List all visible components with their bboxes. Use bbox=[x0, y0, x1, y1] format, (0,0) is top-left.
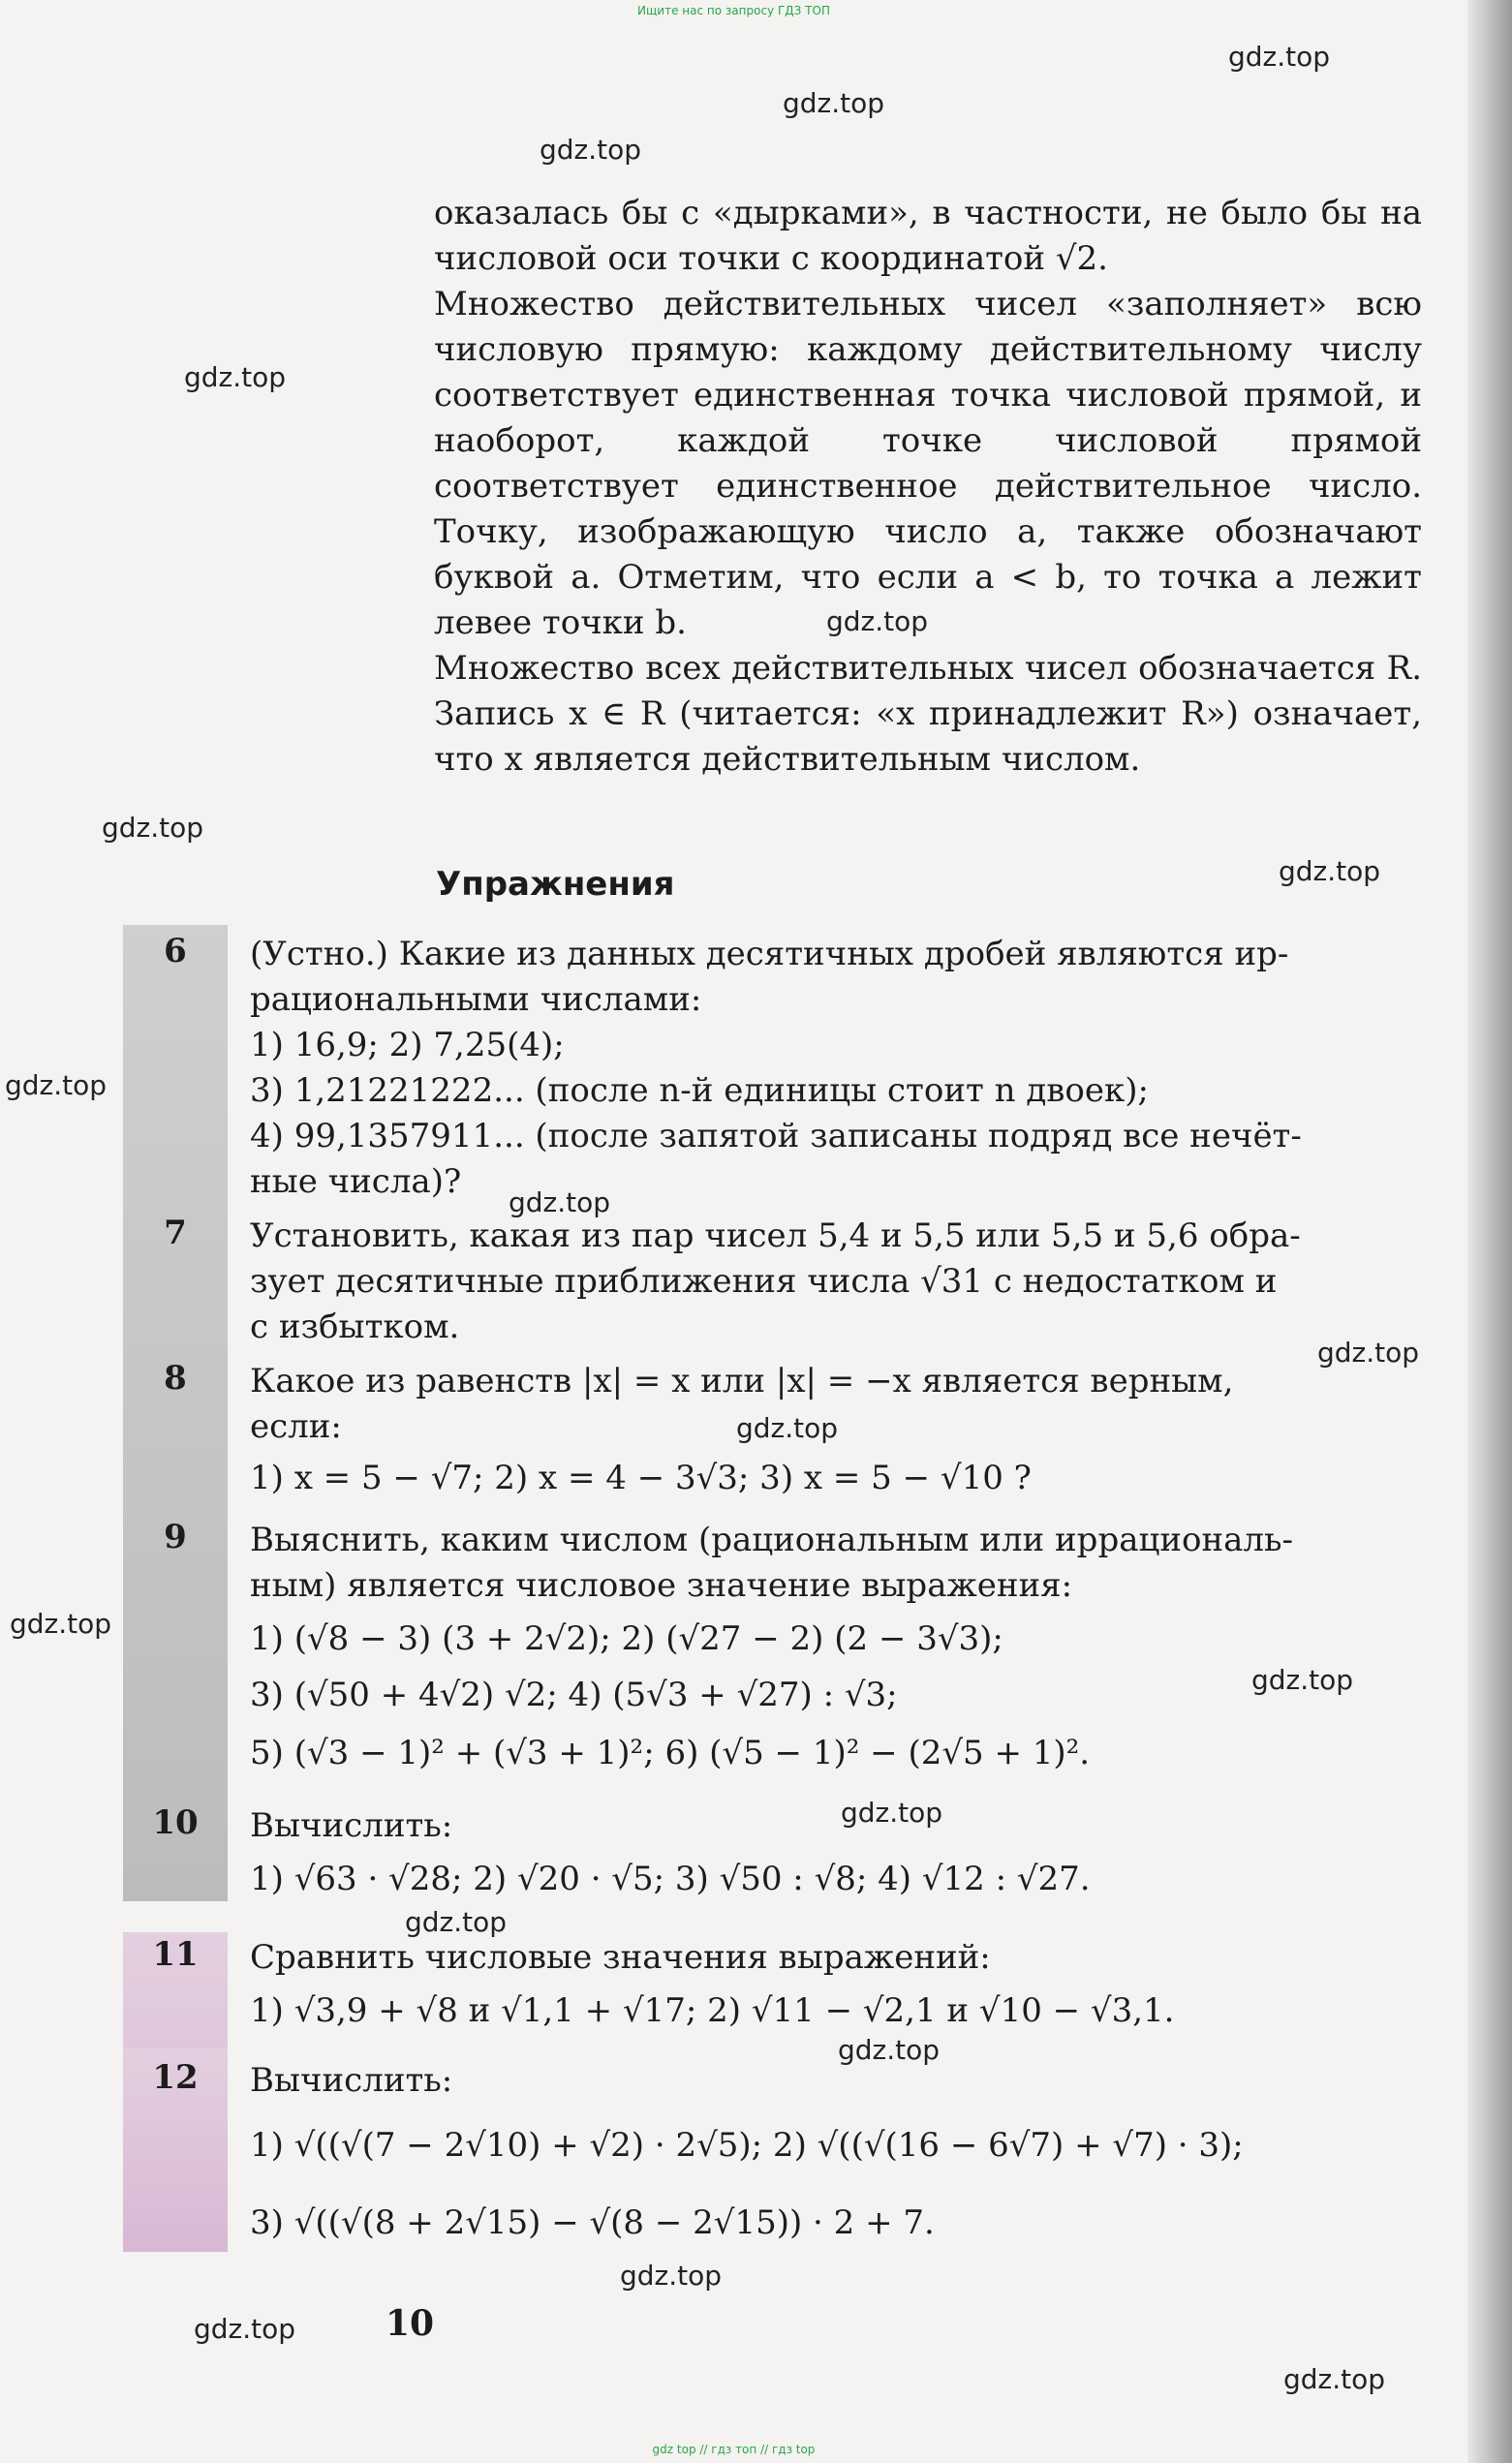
intro-paragraph: Множество всех действительных чисел обозначается R. Запись x ∈ R (читается: «x принадлежит R») означает, что x является действительным числом. bbox=[434, 649, 1422, 779]
watermark: gdz.top bbox=[736, 1412, 839, 1444]
exercise-number: 8 bbox=[164, 1359, 187, 1398]
exercise-number: 7 bbox=[164, 1214, 187, 1252]
watermark: gdz.top bbox=[5, 1069, 108, 1101]
bottom-banner: gdz top // гдз топ // гдз top bbox=[652, 2443, 816, 2456]
watermark: gdz.top bbox=[405, 1906, 508, 1938]
exercise-line: если: bbox=[250, 1407, 342, 1446]
exercise-line: Выяснить, каким числом (рациональным или иррациональ- bbox=[250, 1521, 1294, 1559]
top-banner: Ищите нас по запросу ГДЗ ТОП bbox=[637, 4, 830, 17]
watermark: gdz.top bbox=[1228, 41, 1331, 73]
watermark: gdz.top bbox=[838, 2034, 941, 2066]
exercise-line: 1) (√8 − 3) (3 + 2√2); 2) (√27 − 2) (2 − 3√3); bbox=[250, 1619, 1003, 1658]
intro-paragraph: Множество действительных чисел «заполняет» всю числовую прямую: каждому действительному числу соответствует единственная точка числовой прямой, и наоборот, каждой точке числовой прямой соответствует единственное действительное число. Точку, изображающую число a, также обозначают буквой a. Отметим, что если a < b, то точка a лежит левее точки b. bbox=[434, 285, 1422, 642]
exercise-line: с избытком. bbox=[250, 1308, 460, 1346]
exercise-line: 5) (√3 − 1)² + (√3 + 1)²; 6) (√5 − 1)² − (2√5 + 1)². bbox=[250, 1734, 1091, 1772]
intro-text bbox=[434, 191, 1422, 783]
exercise-line: Вычислить: bbox=[250, 2061, 453, 2100]
watermark: gdz.top bbox=[841, 1797, 943, 1829]
watermark: gdz.top bbox=[783, 87, 885, 119]
exercise-line: Какое из равенств |x| = x или |x| = −x является верным, bbox=[250, 1362, 1234, 1401]
exercise-line: 3) 1,21221222... (после n-й единицы стоит n двоек); bbox=[250, 1071, 1149, 1110]
watermark: gdz.top bbox=[10, 1608, 112, 1640]
exercise-line: рациональными числами: bbox=[250, 980, 702, 1019]
watermark: gdz.top bbox=[194, 2313, 296, 2345]
watermark: gdz.top bbox=[1283, 2363, 1386, 2395]
exercise-line: ным) является числовое значение выражения: bbox=[250, 1566, 1073, 1605]
watermark: gdz.top bbox=[184, 361, 287, 393]
exercise-line: 1) 16,9; 2) 7,25(4); bbox=[250, 1026, 565, 1064]
exercise-number-column bbox=[123, 925, 228, 1901]
section-heading: Упражнения bbox=[436, 865, 675, 904]
exercise-line: 4) 99,1357911... (после запятой записаны подряд все нечёт- bbox=[250, 1117, 1302, 1155]
exercise-number: 6 bbox=[164, 932, 187, 970]
exercise-line: 1) √3,9 + √8 и √1,1 + √17; 2) √11 − √2,1 и √10 − √3,1. bbox=[250, 1991, 1175, 2030]
exercise-line: Вычислить: bbox=[250, 1806, 453, 1845]
exercise-line: 3) √((√(8 + 2√15) − √(8 − 2√15)) · 2 + 7. bbox=[250, 2203, 935, 2242]
watermark: gdz.top bbox=[540, 134, 642, 166]
exercise-line: 3) (√50 + 4√2) √2; 4) (5√3 + √27) : √3; bbox=[250, 1676, 898, 1714]
page-number: 10 bbox=[386, 2303, 435, 2344]
watermark: gdz.top bbox=[509, 1186, 611, 1218]
exercise-number: 12 bbox=[152, 2058, 199, 2097]
exercise-number: 10 bbox=[152, 1803, 199, 1842]
watermark: gdz.top bbox=[102, 812, 204, 844]
watermark: gdz.top bbox=[1251, 1664, 1354, 1696]
exercise-line: зует десятичные приближения числа √31 с недостатком и bbox=[250, 1262, 1278, 1301]
exercise-line: (Устно.) Какие из данных десятичных дробей являются ир- bbox=[250, 935, 1289, 973]
watermark: gdz.top bbox=[620, 2260, 723, 2292]
book-spine-shadow bbox=[1467, 0, 1512, 2463]
exercise-number: 11 bbox=[152, 1935, 199, 1974]
watermark: gdz.top bbox=[826, 605, 929, 637]
intro-paragraph: оказалась бы с «дырками», в частности, не было бы на числовой оси точки с координатой √2. bbox=[434, 194, 1422, 278]
exercise-number: 9 bbox=[164, 1518, 187, 1556]
watermark: gdz.top bbox=[1317, 1337, 1420, 1369]
exercise-line: 1) x = 5 − √7; 2) x = 4 − 3√3; 3) x = 5 − √10 ? bbox=[250, 1459, 1032, 1497]
exercise-line: Сравнить числовые значения выражений: bbox=[250, 1938, 991, 1977]
watermark: gdz.top bbox=[1279, 855, 1381, 887]
exercise-line: 1) √((√(7 − 2√10) + √2) · 2√5); 2) √((√(16 − 6√7) + √7) · 3); bbox=[250, 2126, 1244, 2165]
exercise-line: ные числа)? bbox=[250, 1162, 462, 1201]
exercise-line: 1) √63 · √28; 2) √20 · √5; 3) √50 : √8; 4) √12 : √27. bbox=[250, 1860, 1091, 1898]
exercise-line: Установить, какая из пар чисел 5,4 и 5,5 или 5,5 и 5,6 обра- bbox=[250, 1216, 1301, 1255]
